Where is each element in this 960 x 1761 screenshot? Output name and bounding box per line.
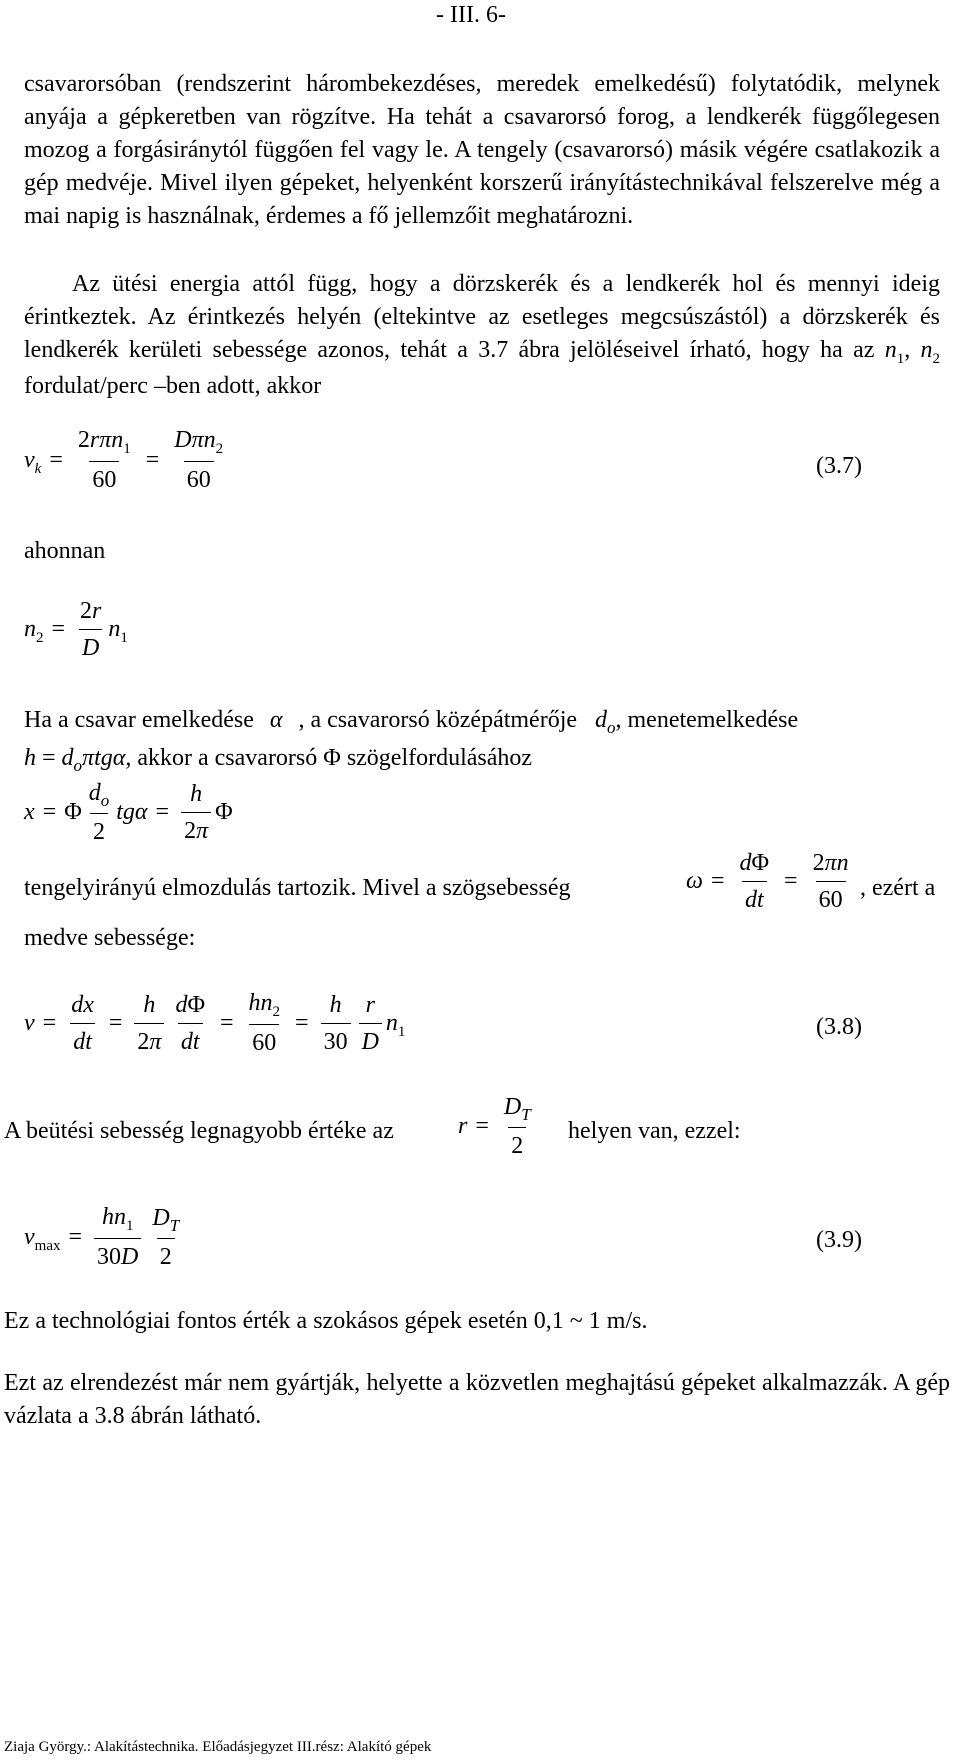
- h-formula: h: [24, 745, 36, 771]
- ahonnan-text: ahonnan: [24, 538, 106, 564]
- footer-text: Ziaja György.: Alakítástechnika. Előadásjegyzet III.rész: Alakító gépek: [4, 1739, 432, 1755]
- equation-3-8: v = $\frac{dx}{dt}$ = $\frac{h}{2\pi}$ $\frac{d\Phi}{dt}$ = $\frac{hn_2}{60}$ = $\frac{h}{30}$ $\frac{r}{D}$ $n_1$: [24, 990, 406, 1056]
- equation-3-8-number: (3.8): [816, 1014, 862, 1040]
- paragraph-2-text: Az ütési energia attól függ, hogy a dörzskerék és a lendkerék hol és mennyi ideig érintkeztek. Az érintkezés helyén (eltekintve az esetleges megcsúszástól) a dörzskerék és lendkerék kerületi sebessége azonos, tehát a 3.7 ábra jelöléseivel írható, hogy ha az: [24, 271, 940, 363]
- h-line-tail2: szögelfordulásához: [346, 745, 533, 771]
- d0-symbol: $d_o$: [595, 707, 616, 737]
- ezt-az-paragraph: Ezt az elrendezést már nem gyártják, helyette a közvetlen meghajtású gépeket alkalmazzák. A gép vázlata a 3.8 ábrán látható.: [4, 1370, 950, 1429]
- page-number: - III. 6-: [436, 2, 506, 28]
- paragraph-2-tail: fordulat/perc –ben adott, akkor: [24, 373, 322, 399]
- ha-line-c: , menetemelkedése: [615, 707, 799, 733]
- equation-n2: $n_2$ = $\frac{2r}{D}$ $n_1$: [24, 598, 128, 661]
- beutesi-text: A beütési sebesség legnagyobb értéke az: [4, 1118, 394, 1144]
- equation-3-9-number: (3.9): [816, 1227, 862, 1253]
- alpha-symbol: α: [269, 707, 283, 733]
- equation-3-7-number: (3.7): [816, 453, 862, 479]
- ezert-a-text: , ezért a: [860, 875, 936, 901]
- paragraph-2: Az ütési energia attól függ, hogy a dörzskerék és a lendkerék hol és mennyi ideig érintkeztek. Az érintkezés helyén (eltekintve az esetleges megcsúszástól) a dörzskerék és lendkerék kerületi sebessége azonos, tehát a 3.7 ábra jelöléseivel írható, hogy ha az $n_1$, $n_2$ fordulat/perc –ben adott, akkor: [24, 271, 941, 399]
- n1-symbol: $n_1$: [884, 337, 905, 367]
- ha-line: [24, 705, 798, 737]
- n2-symbol: $n_2$: [920, 337, 941, 367]
- equation-r: r = $\frac{D_T}{2}$: [458, 1094, 531, 1159]
- ez-a-text: Ez a technológiai fontos érték a szokásos gépek esetén 0,1 ~ 1 m/s.: [4, 1308, 648, 1334]
- beutesi-tail-text: helyen van, ezzel:: [568, 1118, 741, 1144]
- equation-3-7: $v_k$ = $\frac{2r\pi n_1}{60}$ = $\frac{D\pi n_2}{60}$: [24, 427, 224, 493]
- h-line-tail: , akkor a csavarorsó: [125, 745, 318, 771]
- ha-line-a: Ha a csavar emelkedése: [24, 707, 254, 733]
- ha-line-b: , a csavarorsó középátmérője: [298, 707, 578, 733]
- equation-x: x = Φ $\frac{d_o}{2}$ tgα = $\frac{h}{2\pi}$ Φ: [24, 780, 233, 845]
- medve-text: medve sebessége:: [24, 925, 196, 951]
- equation-omega: ω = $\frac{d\Phi}{dt}$ = $\frac{2\pi n}{60}$: [686, 850, 849, 913]
- h-line: $h = d_o\pi tg\alpha$, akkor a csavarorsó Φ szögelfordulásához: [24, 745, 533, 775]
- paragraph-1: csavarorsóban (rendszerint hárombekezdéses, meredek emelkedésű) folytatódik, melynek anyája a gépkeretben van rögzítve. Ha tehát a csavarorsó forog, a lendkerék függőlegesen mozog a forgásiránytól függően fel vagy le. A tengely (csavarorsó) másik végére csatlakozik a gép medvéje. Mivel ilyen gépeket, helyenként korszerű irányítástechnikával felszerelve még a mai napig is használnak, érdemes a fő jellemzőit meghatározni.: [24, 71, 940, 229]
- equation-3-9: $v_{max}$ = $\frac{hn_1}{30D}$ $\frac{D_T}{2}$: [24, 1204, 180, 1270]
- tengely-line: tengelyirányú elmozdulás tartozik. Mivel a szögsebesség: [24, 875, 571, 901]
